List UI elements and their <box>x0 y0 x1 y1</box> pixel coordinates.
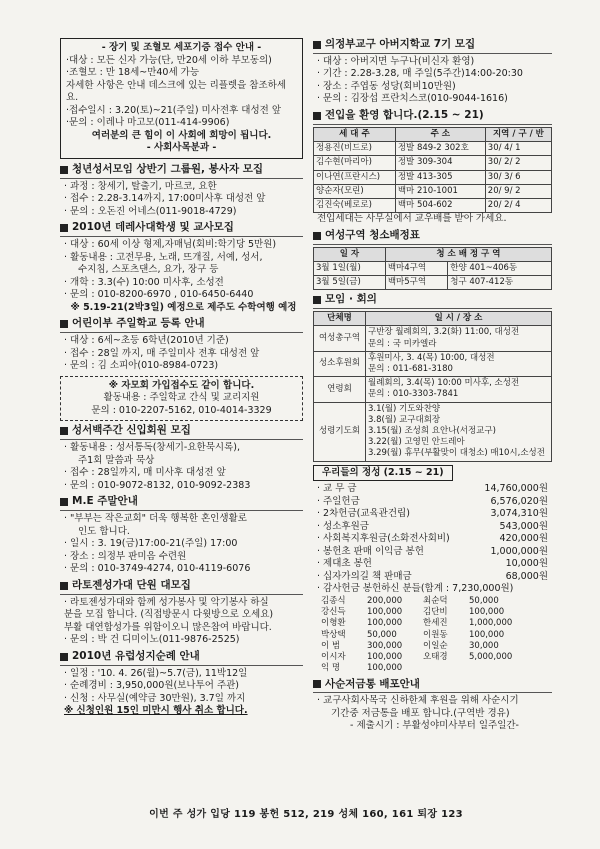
bible-line: · 활동내용 : 성서통독(창세기-요한묵시록), <box>64 442 240 454</box>
square-bullet-icon <box>60 427 68 435</box>
square-bullet-icon <box>313 41 321 49</box>
women-section <box>313 229 552 291</box>
charity-heading: 사순저금통 배포안내 <box>313 678 552 694</box>
table-row: 성령기도회 3.1(월) 기도와찬양 3.8(월) 교구대회장 3.15(월) 조성희 요안나(서정교구) 3.22(월) 고영민 안드레아 3.29(월) 휴무(부활맞이 대청소) 매10시,소성전 <box>314 402 552 461</box>
table-row: 3월 5일(금) 백마5구역 청구 407-412동 <box>314 275 552 289</box>
youth-line: · 과정 : 창세기, 탈출기, 마르코, 요한 <box>64 180 217 192</box>
square-bullet-icon <box>313 680 321 688</box>
table-header: 일 자 <box>314 247 386 261</box>
choir-line: · 문의 : 박 건 디미이노(011-9876-2525) <box>64 634 240 646</box>
father-line: · 대상 : 아버지면 누구나(비신자 환영) <box>317 55 475 67</box>
offering-row: · 십자가의길 책 판매금 68,000원 <box>317 570 548 582</box>
organ-line: 자세한 사항은 안내 데스크에 있는 리플렛을 참조하세요. <box>66 79 287 104</box>
welcome-note: 전입세대는 사무실에서 교우배를 받아 가세요. <box>317 213 507 225</box>
offering-heading: 우리들의 정성 (2.15 ~ 21) <box>313 465 453 482</box>
kids-line: · 접수 : 28일 까지, 매 주일미사 전후 대성전 앞 <box>64 347 260 359</box>
choir-line: 부활 대연합성가를 위함이오니 많은참여 바랍니다. <box>64 621 272 633</box>
meetings-section <box>313 293 552 461</box>
donor-list: 김종식 200,000 최순덕 50,000 강신득 100,000 김단비 100,000 이형환 100,000 한세진 1,000,000 박상택 50,000 이원동 100,000 이 범 300,000 이일순 30,000 이시자 100,000 오태경 5,000,000 익 명 100,000 <box>321 596 513 674</box>
bible-heading: 성서백주간 신입회원 모집 <box>60 424 303 440</box>
senior-section <box>60 221 303 314</box>
offering-row: · 교 무 금 14,760,000원 <box>317 483 548 495</box>
welcome-heading: 전입을 환영 합니다.(2.15 ~ 21) <box>313 109 552 125</box>
square-bullet-icon <box>60 166 68 174</box>
organ-donation-box <box>60 38 303 159</box>
women-table <box>313 247 552 291</box>
table-row: 성소후원회 후원미사, 3. 4(목) 10:00, 대성전 문의 : 011-681-3180 <box>314 351 552 376</box>
offering-row: · 2차헌금(교육관건립) 3,074,310원 <box>317 508 548 520</box>
senior-line: · 활동내용 : 고전무용, 노래, 뜨개질, 서예, 성서, <box>64 251 263 263</box>
youth-line: · 문의 : 오돈진 어네스(011-9018-4729) <box>64 205 237 217</box>
me-line: 인도 합니다. <box>78 525 130 537</box>
women-heading: 여성구역 청소배정표 <box>313 229 552 245</box>
senior-heading: 2010년 데레사대학생 및 교사모집 <box>60 221 303 237</box>
choir-heading: 라토젠성가대 단원 대모집 <box>60 579 303 595</box>
kids-section <box>60 317 303 421</box>
organ-sign: - 사회사목분과 - <box>146 142 217 154</box>
charity-line: - 제출시기 : 부활성야미사부터 일주일간- <box>350 720 519 732</box>
offering-row: · 봉헌초 판매 이익금 봉헌 1,000,000원 <box>317 545 548 557</box>
father-heading: 의정부교구 아버지학교 7기 모집 <box>313 38 552 54</box>
table-row: 연령회 월례회의, 3.4(목) 10:00 미사후, 소성전 문의 : 010-3303-7841 <box>314 377 552 402</box>
father-section <box>313 38 552 106</box>
me-line: · "부부는 작은교회" 더욱 행복한 혼인생활로 <box>64 513 247 525</box>
square-bullet-icon <box>313 296 321 304</box>
square-bullet-icon <box>60 224 68 232</box>
offering-row: · 사회복지후원금(소화전사회비) 420,000원 <box>317 533 548 545</box>
mothers-club-title: ※ 자모회 가입접수도 같이 합니다. <box>108 379 255 391</box>
kids-line: · 문의 : 김 소피아(010-8984-0723) <box>64 360 219 372</box>
youth-section <box>60 163 303 218</box>
organ-line: ·조혈모 : 만 18세~만40세 가능 <box>66 67 200 79</box>
table-row: 여성총구역 구반장 월례회의, 3.2(화) 11:00, 대성전 문의 : 국 미카엘라 <box>314 326 552 351</box>
organ-line: ·문의 : 이레나 마고모(011-414-9906) <box>66 117 230 129</box>
father-line: · 문의 : 김장섭 프란치스코(010-9044-1616) <box>317 93 508 105</box>
me-line: · 일시 : 3. 19(금)17:00-21(주일) 17:00 <box>64 538 238 550</box>
pilgrim-line: · 신청 : 사무실(예약금 30만원), 3.7일 까지 <box>64 692 246 704</box>
table-row: 3월 1일(월) 백마4구역 한양 401~406동 <box>314 261 552 275</box>
offering-row: · 제대초 봉헌 10,000원 <box>317 558 548 570</box>
pilgrim-line: · 순례경비 : 3,950,000원(보나투어 주관) <box>64 680 240 692</box>
pilgrim-note: ※ 신청인원 15인 미만시 행사 취소 합니다. <box>64 705 248 717</box>
table-row: 양순자(모린) 백마 210-1001 20/ 9/ 2 <box>314 184 552 198</box>
offering-row: · 감사헌금 봉헌하신 분들(합계 : 7,230,000원) <box>317 583 514 595</box>
father-line: · 장소 : 주엽동 성당(회비10만원) <box>317 80 456 92</box>
table-header: 주 소 <box>395 127 485 141</box>
table-row: 김진숙(베로로) 백마 504-602 20/ 2/ 4 <box>314 198 552 212</box>
table-header: 단체명 <box>314 312 366 326</box>
left-column <box>60 38 303 721</box>
offering-row: · 주일헌금 6,576,020원 <box>317 495 548 507</box>
table-header: 세 대 주 <box>314 127 396 141</box>
organ-line: ·대상 : 모든 신자 가능(단, 만20세 이하 부모동의) <box>66 54 272 66</box>
table-header: 청 소 배 정 구 역 <box>385 247 551 261</box>
senior-note: ※ 5.19-21(2박3일) 예정으로 제주도 수학여행 예정 <box>70 301 297 313</box>
youth-line: · 접수 : 2.28-3.14까지, 17:00미사후 대성전 앞 <box>64 193 266 205</box>
square-bullet-icon <box>60 498 68 506</box>
senior-line: · 개학 : 3.3(수) 10:00 미사후, 소성전 <box>64 276 224 288</box>
choir-line: 분을 모집 합니다. (직접방문시 다윗방으로 오세요) <box>64 609 274 621</box>
bible-line: · 접수 : 28일까지, 매 미사후 대성전 앞 <box>64 467 226 479</box>
charity-line: 기간중 저금통을 배포 합니다.(구역반 경유) <box>331 707 510 719</box>
kids-line: · 대상 : 6세~초등 6학년(2010년 기준) <box>64 335 229 347</box>
right-column <box>313 38 552 736</box>
charity-line: · 교구사회사목국 신하한체 후원을 위해 사순시기 <box>317 695 519 707</box>
senior-line: · 대상 : 60세 이상 형제,자매님(회비:학기당 5만원) <box>64 239 277 251</box>
table-row: 김수현(마리아) 정발 309-304 30/ 2/ 2 <box>314 156 552 170</box>
organ-title: - 장기 및 조혈모 세포기증 접수 안내 - <box>101 42 262 53</box>
welcome-table <box>313 127 552 213</box>
bible-line: 주1회 말씀과 묵상 <box>78 454 155 466</box>
choir-line: · 라토젠성가대와 함께 성가봉사 및 악기봉사 하실 <box>64 596 269 608</box>
hymn-footer: 이번 주 성가 입당 119 봉헌 512, 219 성체 160, 161 퇴장 123 <box>149 809 463 820</box>
kids-heading: 어린이부 주일학교 등록 안내 <box>60 317 303 333</box>
me-line: · 문의 : 010-3749-4274, 010-4119-6076 <box>64 563 251 575</box>
me-line: · 장소 : 의정부 판미음 수련원 <box>64 550 187 562</box>
senior-line: 수지침, 스포츠댄스, 요가, 장구 등 <box>78 264 219 276</box>
meetings-heading: 모임 · 회의 <box>313 293 552 309</box>
square-bullet-icon <box>313 232 321 240</box>
mothers-club-box <box>60 376 303 422</box>
welcome-section <box>313 109 552 226</box>
table-header: 일 시 / 장 소 <box>366 312 552 326</box>
pilgrim-heading: 2010년 유럽성지순례 안내 <box>60 650 303 666</box>
bible-line: · 문의 : 010-9072-8132, 010-9092-2383 <box>64 479 251 491</box>
youth-heading: 청년성서모임 상반기 그룹원, 봉사자 모집 <box>60 163 303 179</box>
square-bullet-icon <box>313 112 321 120</box>
pilgrim-section <box>60 650 303 718</box>
table-row: 이나연(프란시스) 정발 413-305 30/ 3/ 6 <box>314 170 552 184</box>
organ-line: ·접수일시 : 3.20(토)~21(주일) 미사전후 대성전 앞 <box>66 104 282 116</box>
mothers-club-line: 활동내용 : 주일학교 간식 및 교리지원 <box>103 392 260 404</box>
square-bullet-icon <box>60 320 68 328</box>
organ-closing: 여러분의 큰 힘이 이 사회에 희망이 됩니다. <box>91 129 272 141</box>
meetings-table <box>313 311 552 462</box>
square-bullet-icon <box>60 582 68 590</box>
table-header: 지역 / 구 / 반 <box>485 127 551 141</box>
offering-row: · 성소후원금 543,000원 <box>317 520 548 532</box>
offering-section <box>313 465 552 675</box>
square-bullet-icon <box>60 653 68 661</box>
me-section <box>60 495 303 576</box>
pilgrim-line: · 일정 : '10. 4. 26(월)~5.7(금), 11박12일 <box>64 667 248 679</box>
senior-line: · 문의 : 010-8200-6970 , 010-6450-6440 <box>64 289 254 301</box>
mothers-club-line: 문의 : 010-2207-5162, 010-4014-3329 <box>91 404 272 416</box>
table-row: 정용진(비드로) 정발 849-2 302호 30/ 4/ 1 <box>314 142 552 156</box>
father-line: · 기간 : 2.28-3.28, 매 주일(5주간)14:00-20:30 <box>317 68 523 80</box>
charity-section <box>313 678 552 733</box>
choir-section <box>60 579 303 647</box>
bible-section <box>60 424 303 492</box>
me-heading: M.E 주말안내 <box>60 495 303 511</box>
